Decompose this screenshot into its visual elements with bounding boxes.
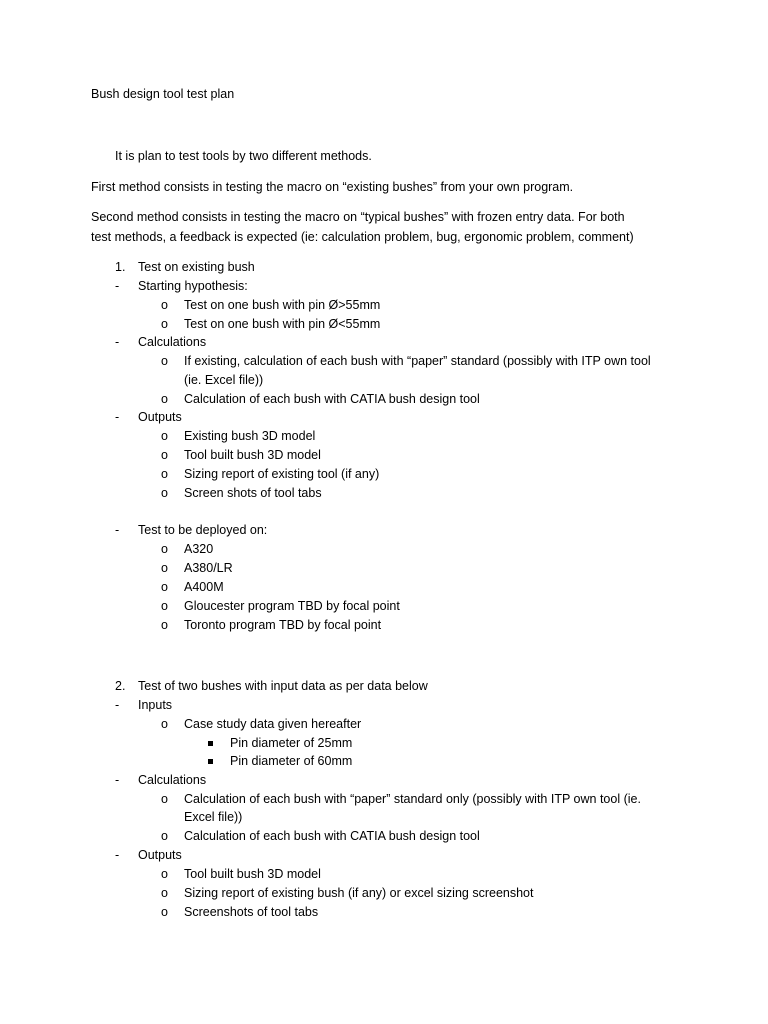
dash-bullet: - xyxy=(115,335,120,349)
list-item: Calculation of each bush with “paper” standard only (possibly with ITP own tool (ie. xyxy=(184,792,641,806)
circle-bullet: o xyxy=(161,580,168,594)
circle-bullet: o xyxy=(161,354,168,368)
inputs-label: Inputs xyxy=(138,698,173,712)
list-item: Gloucester program TBD by focal point xyxy=(184,599,400,613)
list-item: Sizing report of existing bush (if any) or excel sizing screenshot xyxy=(184,886,534,900)
circle-bullet: o xyxy=(161,486,168,500)
section-1-heading: Test on existing bush xyxy=(138,260,255,274)
second-method-line-2: test methods, a feedback is expected (ie: calculation problem, bug, ergonomic problem, comment) xyxy=(91,230,634,244)
circle-bullet: o xyxy=(161,829,168,843)
list-item: Calculation of each bush with CATIA bush design tool xyxy=(184,392,480,406)
outputs-label: Outputs xyxy=(138,848,182,862)
starting-hypothesis-label: Starting hypothesis: xyxy=(138,279,248,293)
second-method-line-1: Second method consists in testing the macro on “typical bushes” with frozen entry data. For both xyxy=(91,210,625,224)
list-item: Calculation of each bush with CATIA bush design tool xyxy=(184,829,480,843)
deployed-label: Test to be deployed on: xyxy=(138,523,268,537)
intro-paragraph: It is plan to test tools by two different methods. xyxy=(115,149,372,163)
circle-bullet: o xyxy=(161,448,168,462)
list-item: Tool built bush 3D model xyxy=(184,867,321,881)
circle-bullet: o xyxy=(161,298,168,312)
circle-bullet: o xyxy=(161,618,168,632)
list-item: A320 xyxy=(184,542,214,556)
circle-bullet: o xyxy=(161,599,168,613)
sub-list-item: Pin diameter of 60mm xyxy=(230,754,353,768)
list-item: Screen shots of tool tabs xyxy=(184,486,322,500)
section-2-number: 2. xyxy=(115,679,126,693)
square-bullet-icon xyxy=(208,759,213,764)
circle-bullet: o xyxy=(161,542,168,556)
dash-bullet: - xyxy=(115,773,120,787)
dash-bullet: - xyxy=(115,410,120,424)
calculations-label: Calculations xyxy=(138,773,207,787)
circle-bullet: o xyxy=(161,905,168,919)
circle-bullet: o xyxy=(161,392,168,406)
list-item: If existing, calculation of each bush with “paper” standard (possibly with ITP own tool xyxy=(184,354,651,368)
circle-bullet: o xyxy=(161,717,168,731)
list-item-continuation: (ie. Excel file)) xyxy=(184,373,264,387)
list-item: Existing bush 3D model xyxy=(184,429,316,443)
circle-bullet: o xyxy=(161,886,168,900)
list-item: Tool built bush 3D model xyxy=(184,448,321,462)
calculations-label: Calculations xyxy=(138,335,207,349)
outputs-label: Outputs xyxy=(138,410,182,424)
circle-bullet: o xyxy=(161,792,168,806)
dash-bullet: - xyxy=(115,279,120,293)
list-item: A400M xyxy=(184,580,224,594)
circle-bullet: o xyxy=(161,429,168,443)
circle-bullet: o xyxy=(161,561,168,575)
circle-bullet: o xyxy=(161,317,168,331)
circle-bullet: o xyxy=(161,467,168,481)
list-item: Test on one bush with pin Ø<55mm xyxy=(184,317,381,331)
section-1-number: 1. xyxy=(115,260,126,274)
section-2-heading: Test of two bushes with input data as per data below xyxy=(138,679,428,693)
dash-bullet: - xyxy=(115,523,120,537)
document-title: Bush design tool test plan xyxy=(91,87,235,101)
list-item-continuation: Excel file)) xyxy=(184,810,243,824)
dash-bullet: - xyxy=(115,698,120,712)
list-item: A380/LR xyxy=(184,561,233,575)
list-item: Screenshots of tool tabs xyxy=(184,905,319,919)
list-item: Sizing report of existing tool (if any) xyxy=(184,467,380,481)
circle-bullet: o xyxy=(161,867,168,881)
list-item: Test on one bush with pin Ø>55mm xyxy=(184,298,381,312)
first-method-paragraph: First method consists in testing the macro on “existing bushes” from your own program. xyxy=(91,180,574,194)
list-item: Toronto program TBD by focal point xyxy=(184,618,382,632)
sub-list-item: Pin diameter of 25mm xyxy=(230,736,353,750)
dash-bullet: - xyxy=(115,848,120,862)
square-bullet-icon xyxy=(208,741,213,746)
list-item: Case study data given hereafter xyxy=(184,717,362,731)
